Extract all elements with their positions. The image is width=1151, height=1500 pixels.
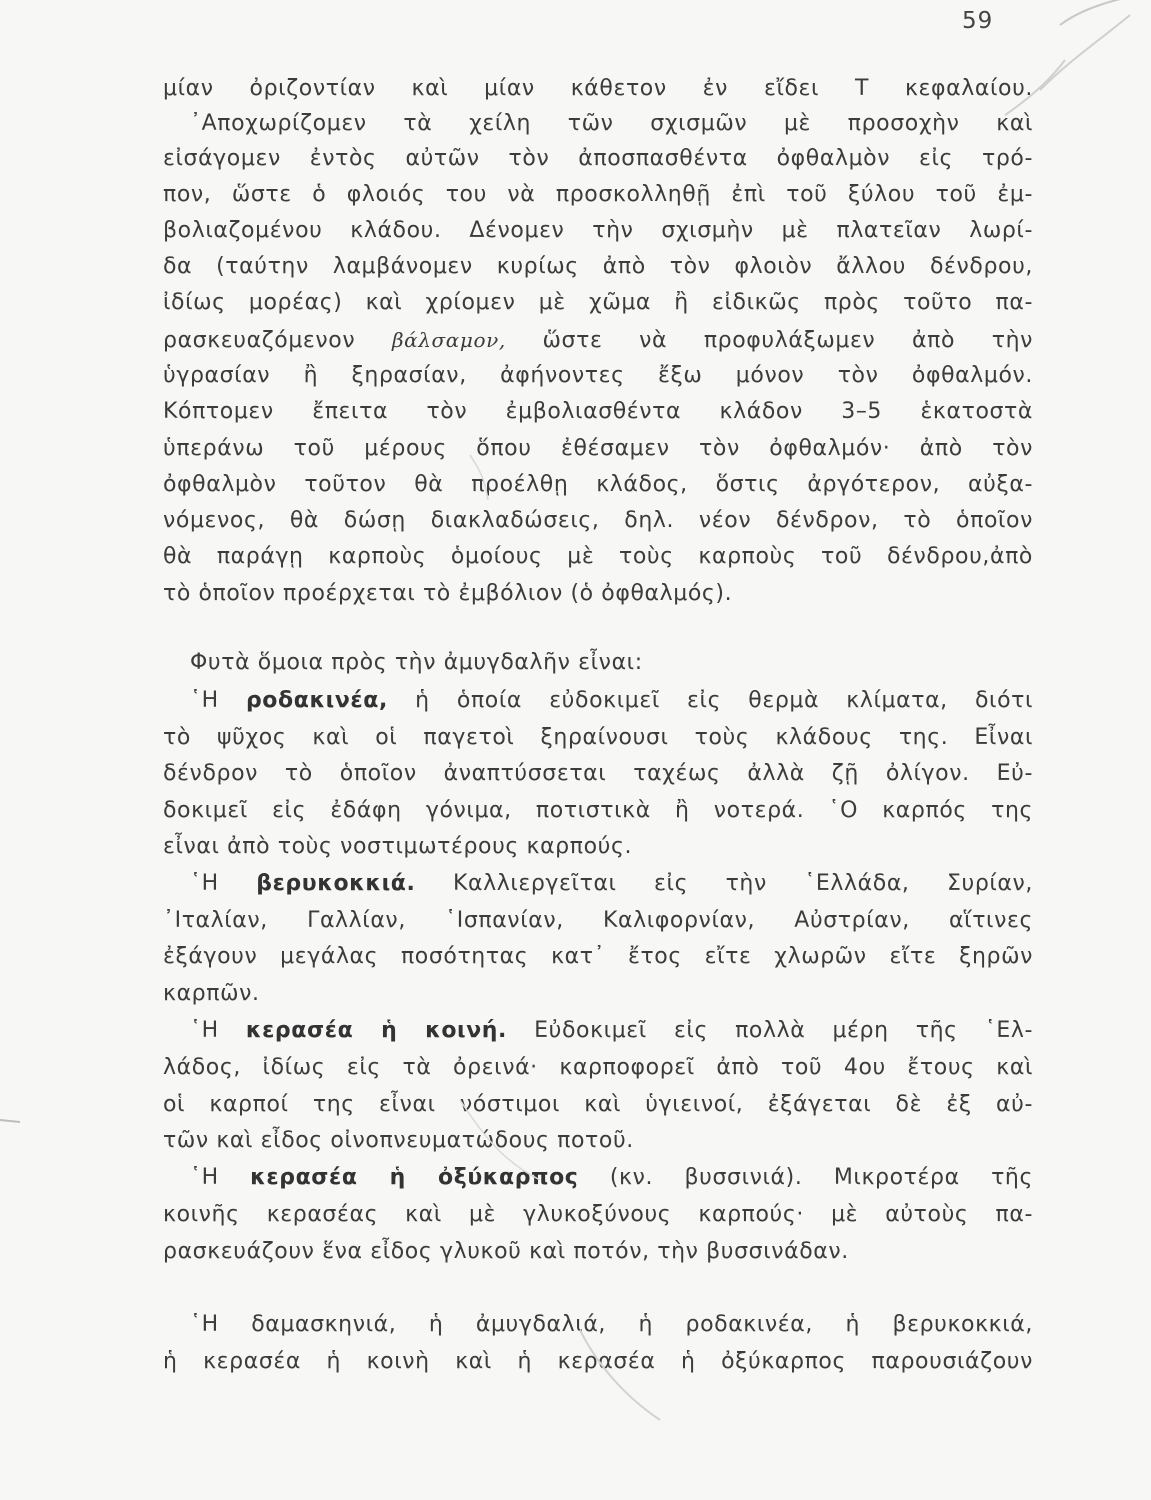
text-line: ᾿Ιταλίαν, Γαλλίαν, ῾Ισπανίαν, Καλιφορνίαν, Αὐστρίαν, αἵτινες — [163, 908, 1033, 933]
entry-term: ροδακινέα, — [245, 688, 388, 713]
text-line: ἐξάγουν μεγάλας ποσότητας κατ᾿ ἔτος εἴτε χλωρῶν εἴτε ξηρῶν — [163, 944, 1033, 969]
text-line: πον, ὥστε ὁ φλοιός του νὰ προσκολληθῇ ἐπὶ τοῦ ξύλου τοῦ ἐμ- — [163, 182, 1033, 207]
text-segment: Καλλιεργεῖται εἰς τὴν ῾Ελλάδα, Συρίαν, — [452, 871, 1034, 896]
text-line — [163, 324, 1033, 357]
text-segment: Εὐδοκιμεῖ εἰς πολλὰ μέρη τῆς ῾Ελ- — [534, 1018, 1034, 1043]
text-line: ἰδίως μορέας) καὶ χρίομεν μὲ χῶμα ἢ εἰδικῶς πρὸς τοῦτο πα- — [163, 290, 1033, 315]
text-line: βολιαζομένου κλάδου. Δένομεν τὴν σχισμὴν μὲ πλατεῖαν λωρί- — [163, 218, 1033, 243]
entry-kerasea-koini — [190, 1015, 1033, 1047]
entry-article: ῾Η — [190, 1165, 219, 1190]
text-line: τῶν καὶ εἶδος οἰνοπνευματώδους ποτοῦ. — [163, 1128, 634, 1153]
entry-verikokkia — [190, 868, 1033, 900]
text-line: οἱ καρποί της εἶναι νόστιμοι καὶ ὑγιεινοί, ἐξάγεται δὲ ἐξ αὐ- — [163, 1092, 1033, 1117]
text-line: εἰσάγομεν ἐντὸς αὐτῶν τὸν ἀποσπασθέντα ὀφθαλμὸν εἰς τρό- — [163, 146, 1033, 171]
entry-article: ῾Η — [190, 1018, 219, 1043]
text-line: τὸ ψῦχος καὶ οἱ παγετοὶ ξηραίνουσι τοὺς κλάδους της. Εἶναι — [163, 725, 1033, 750]
text-line: κοινῆς κερασέας καὶ μὲ γλυκοξύνους καρπούς· μὲ αὐτοὺς πα- — [163, 1202, 1033, 1227]
text-line: εἶναι ἀπὸ τοὺς νοστιμωτέρους καρπούς. — [163, 834, 633, 859]
text-line: ἡ κερασέα ἡ κοινὴ καὶ ἡ κερασέα ἡ ὀξύκαρπος παρουσιάζουν — [163, 1349, 1033, 1374]
entry-article: ῾Η — [190, 688, 219, 713]
text-segment: (κν. βυσσινιά). Μικροτέρα τῆς — [609, 1165, 1033, 1190]
text-segment: ρασκευαζόμενον — [163, 328, 356, 353]
page-number: 59 — [962, 8, 994, 34]
entry-term: βερυκοκκιά. — [256, 871, 416, 896]
text-line: νόμενος, θὰ δώσῃ διακλαδώσεις, δηλ. νέον δένδρον, τὸ ὁποῖον — [163, 508, 1033, 533]
text-line: ρασκευάζουν ἕνα εἶδος γλυκοῦ καὶ ποτόν, τὴν βυσσινάδαν. — [163, 1239, 849, 1264]
text-line: θὰ παράγῃ καρποὺς ὁμοίους μὲ τοὺς καρποὺς τοῦ δένδρου,ἀπὸ — [163, 544, 1033, 569]
entry-term: κερασέα ἡ ὀξύκαρπος — [250, 1165, 579, 1190]
entry-article: ῾Η — [190, 871, 219, 896]
entry-rodakinea — [190, 685, 1033, 717]
entry-kerasea-oxykarpos — [190, 1162, 1033, 1194]
text-segment: ὥστε νὰ προφυλάξωμεν ἀπὸ τὴν — [542, 328, 1034, 353]
text-line: δα (ταύτην λαμβάνομεν κυρίως ἀπὸ τὸν φλοιὸν ἄλλου δένδρου, — [163, 254, 1033, 279]
text-line: τὸ ὁποῖον προέρχεται τὸ ἐμβόλιον (ὁ ὀφθαλμός). — [163, 581, 733, 606]
text-line: ᾿Αποχωρίζομεν τὰ χείλη τῶν σχισμῶν μὲ προσοχὴν καὶ — [190, 111, 1033, 136]
text-line: ὑπεράνω τοῦ μέρους ὅπου ἐθέσαμεν τὸν ὀφθαλμόν· ἀπὸ τὸν — [163, 436, 1033, 461]
text-line: καρπῶν. — [163, 981, 260, 1006]
text-line: δένδρον τὸ ὁποῖον ἀναπτύσσεται ταχέως ἀλλὰ ζῇ ὀλίγον. Εὐ- — [163, 761, 1033, 786]
entry-term: κερασέα ἡ κοινή. — [245, 1018, 508, 1043]
text-line: μίαν ὀριζοντίαν καὶ μίαν κάθετον ἐν εἴδει Τ κεφαλαίου. — [163, 76, 1033, 101]
italic-term: βάλσαμον, — [391, 328, 506, 352]
text-line: ὀφθαλμὸν τοῦτον θὰ προέλθῃ κλάδος, ὅστις ἀργότερον, αὐξα- — [163, 472, 1033, 497]
text-line: δοκιμεῖ εἰς ἐδάφη γόνιμα, ποτιστικὰ ἢ νοτερά. ῾Ο καρπός της — [163, 798, 1033, 823]
text-segment: ἡ ὁποία εὐδοκιμεῖ εἰς θερμὰ κλίματα, διότι — [415, 688, 1034, 713]
text-line: ὑγρασίαν ἢ ξηρασίαν, ἀφήνοντες ἔξω μόνον τὸν ὀφθαλμόν. — [163, 363, 1033, 388]
text-line: Κόπτομεν ἔπειτα τὸν ἐμβολιασθέντα κλάδον 3–5 ἑκατοστὰ — [163, 399, 1033, 424]
section-intro: Φυτὰ ὅμοια πρὸς τὴν ἀμυγδαλῆν εἶναι: — [190, 650, 643, 675]
text-line: ῾Η δαμασκηνιά, ἡ ἀμυγδαλιά, ἡ ροδακινέα, ἡ βερυκοκκιά, — [190, 1312, 1033, 1337]
text-line: λάδος, ἰδίως εἰς τὰ ὀρεινά· καρποφορεῖ ἀπὸ τοῦ 4ου ἔτους καὶ — [163, 1055, 1033, 1080]
